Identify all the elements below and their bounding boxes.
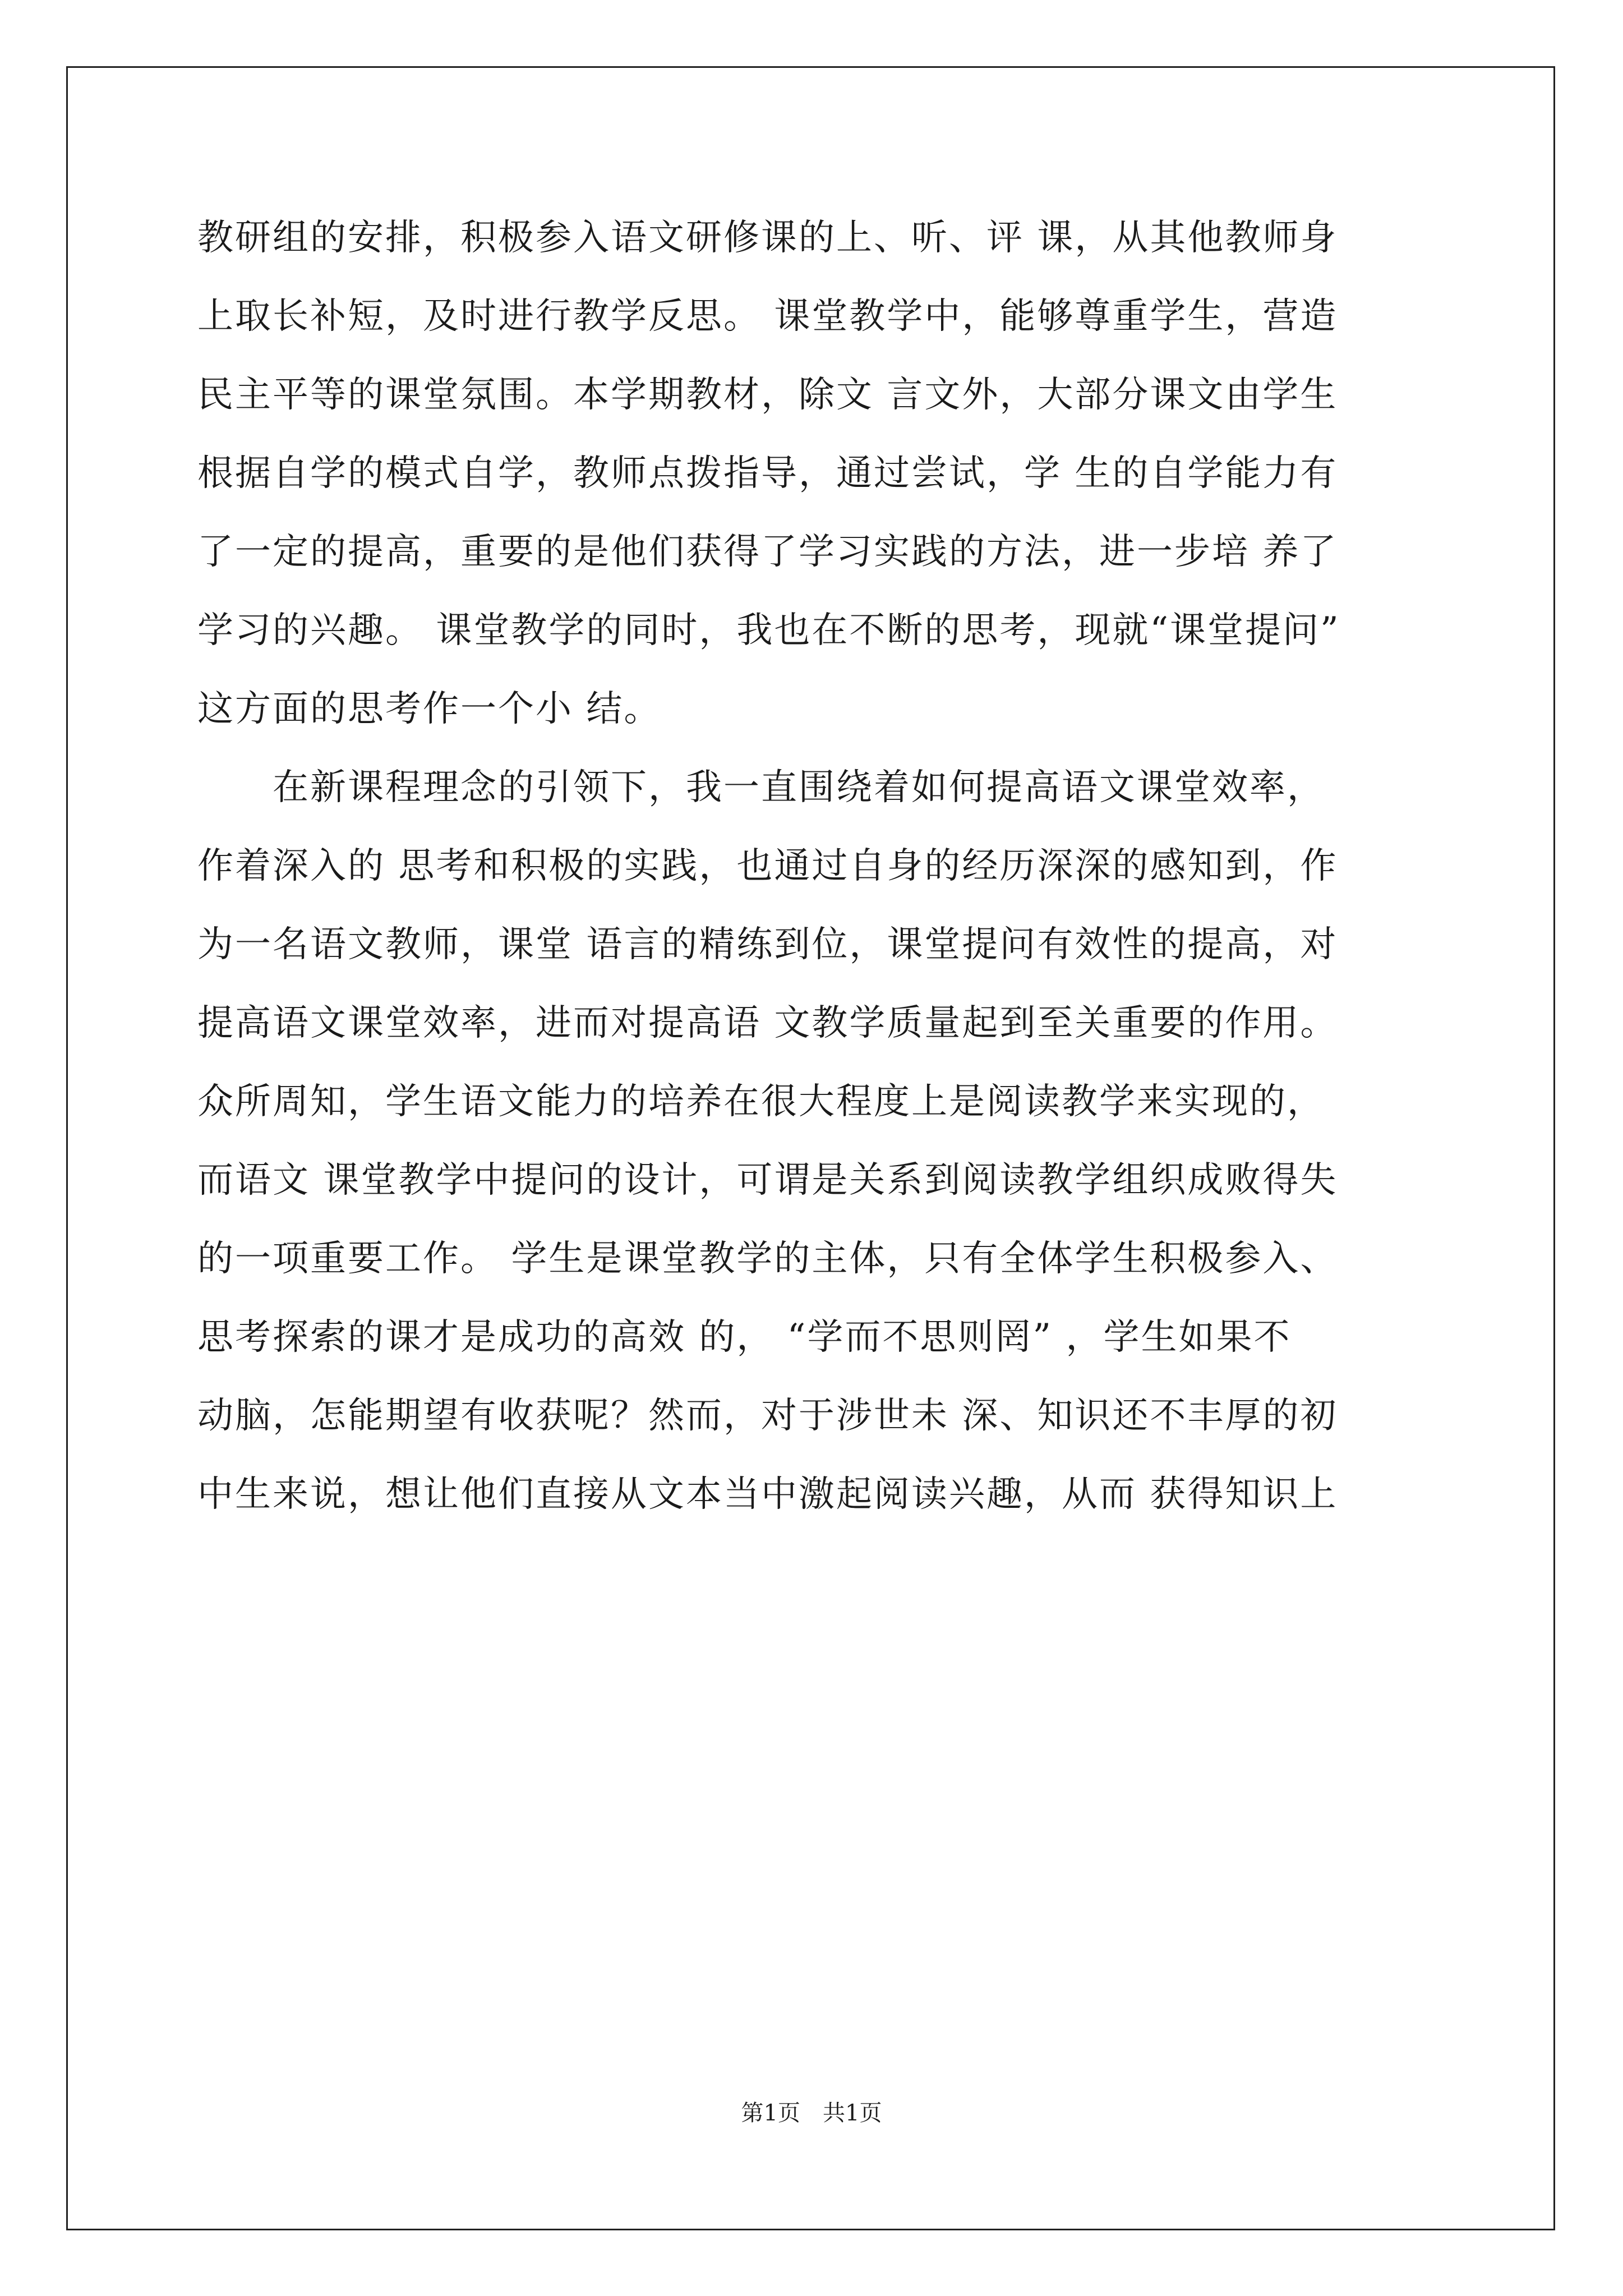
text-line-10: 为一名语文教师，课堂 语言的精练到位，课堂提问有效性的提高，对 (197, 924, 1338, 965)
text-line-4: 根据自学的模式自学，教师点拨指导，通过尝试，学 生的自学能力有 (197, 453, 1338, 494)
text-line-8: 在新课程理念的引领下，我一直围绕着如何提高语文课堂效率， (197, 767, 1325, 808)
text-line-9: 作着深入的 思考和积极的实践，也通过自身的经历深深的感知到，作 (197, 845, 1338, 887)
text-line-5: 了一定的提高，重要的是他们获得了学习实践的方法，进一步培 养了 (197, 531, 1338, 573)
text-line-2: 上取长补短，及时进行教学反思。 课堂教学中，能够尊重学生，营造 (197, 296, 1338, 337)
text-line-7: 这方面的思考作一个小 结。 (197, 688, 662, 730)
text-line-15: 思考探索的课才是成功的高效 的， “学而不思则罔” ，学生如果不 (197, 1317, 1292, 1358)
text-line-17: 中生来说，想让他们直接从文本当中激起阅读兴趣，从而 获得知识上 (197, 1474, 1338, 1515)
text-line-13: 而语文 课堂教学中提问的设计，可谓是关系到阅读教学组织成败得失 (197, 1159, 1338, 1201)
page-number: 第1页 共1页 (741, 2100, 882, 2126)
text-line-11: 提高语文课堂效率，进而对提高语 文教学质量起到至关重要的作用。 (197, 1002, 1338, 1044)
text-line-6: 学习的兴趣。 课堂教学的同时，我也在不断的思考，现就“课堂提问” (197, 610, 1340, 651)
text-line-16: 动脑，怎能期望有收获呢？然而，对于涉世未 深、知识还不丰厚的初 (197, 1395, 1338, 1437)
text-line-1: 教研组的安排，积极参入语文研修课的上、听、评 课，从其他教师身 (197, 217, 1338, 259)
text-line-14: 的一项重要工作。 学生是课堂教学的主体，只有全体学生积极参入、 (197, 1238, 1338, 1280)
text-line-12: 众所周知，学生语文能力的培养在很大程度上是阅读教学来实现的， (197, 1081, 1325, 1122)
text-line-3: 民主平等的课堂氛围。本学期教材，除文 言文外，大部分课文由学生 (197, 374, 1338, 416)
